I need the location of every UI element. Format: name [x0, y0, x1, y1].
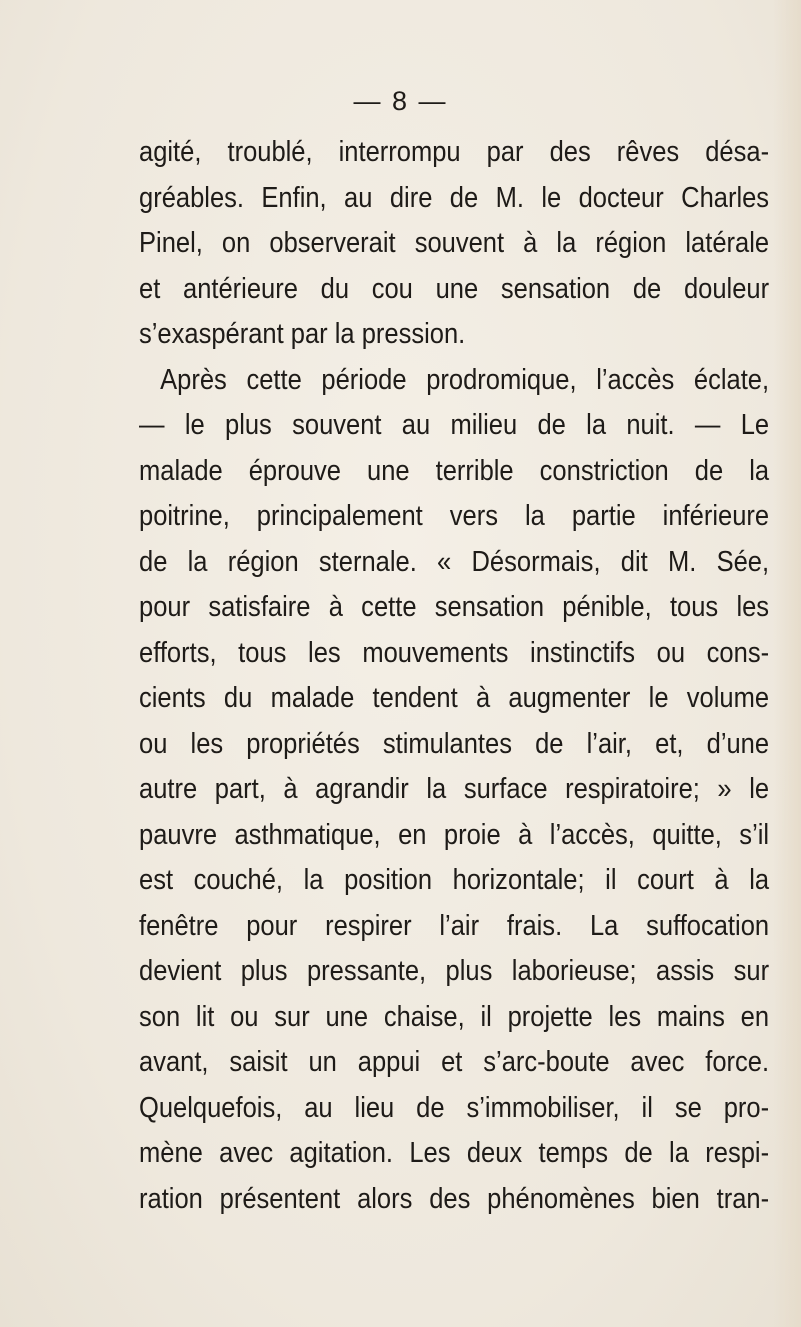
text-line: devient plus pressante, plus laborieuse; assis sur — [139, 955, 770, 987]
text-line: est couché, la position horizontale; il court à la — [139, 864, 770, 896]
text-line: ration présentent alors des phénomènes bien tran- — [139, 1182, 770, 1215]
text-line: agité, troublé, interrompu par des rêves désa- — [139, 136, 770, 168]
text-line: malade éprouve une terrible constriction de la — [139, 454, 770, 487]
text-line: et antérieure du cou une sensation de douleur — [139, 272, 770, 305]
text-line: pour satisfaire à cette sensation pénible, tous les — [139, 591, 770, 623]
text-line: mène avec agitation. Les deux temps de la respi- — [139, 1137, 770, 1169]
text-line: Quelquefois, au lieu de s’immobiliser, il se pro- — [139, 1091, 770, 1124]
page-number: — 8 — — [353, 86, 448, 116]
text-line: de la région sternale. « Désormais, dit M. Sée, — [139, 545, 770, 578]
text-line: cients du malade tendent à augmenter le volume — [139, 682, 770, 714]
text-line: pauvre asthmatique, en proie à l’accès, quitte, s’il — [139, 818, 770, 851]
text-line: poitrine, principalement vers la partie inférieure — [139, 500, 770, 532]
body-text — [139, 130, 770, 1222]
text-line: s’exaspérant par la pression. — [139, 318, 466, 350]
text-line: son lit ou sur une chaise, il projette les mains en — [139, 1000, 770, 1033]
text-line: avant, saisit un appui et s’arc-boute avec force. — [139, 1046, 770, 1078]
text-line: gréables. Enfin, au dire de M. le docteur Charles — [139, 181, 770, 214]
text-line: efforts, tous les mouvements instinctifs ou cons- — [139, 636, 770, 669]
page-edge-shadow — [773, 0, 801, 1327]
text-line: — le plus souvent au milieu de la nuit. — Le — [139, 409, 770, 441]
text-line: Après cette période prodromique, l’accès éclate, — [160, 363, 770, 396]
text-line: fenêtre pour respirer l’air frais. La suffocation — [139, 909, 770, 942]
text-line: autre part, à agrandir la surface respiratoire; » le — [139, 773, 770, 805]
text-line: Pinel, on observerait souvent à la région latérale — [139, 227, 770, 259]
text-line: ou les propriétés stimulantes de l’air, et, d’une — [139, 727, 770, 760]
